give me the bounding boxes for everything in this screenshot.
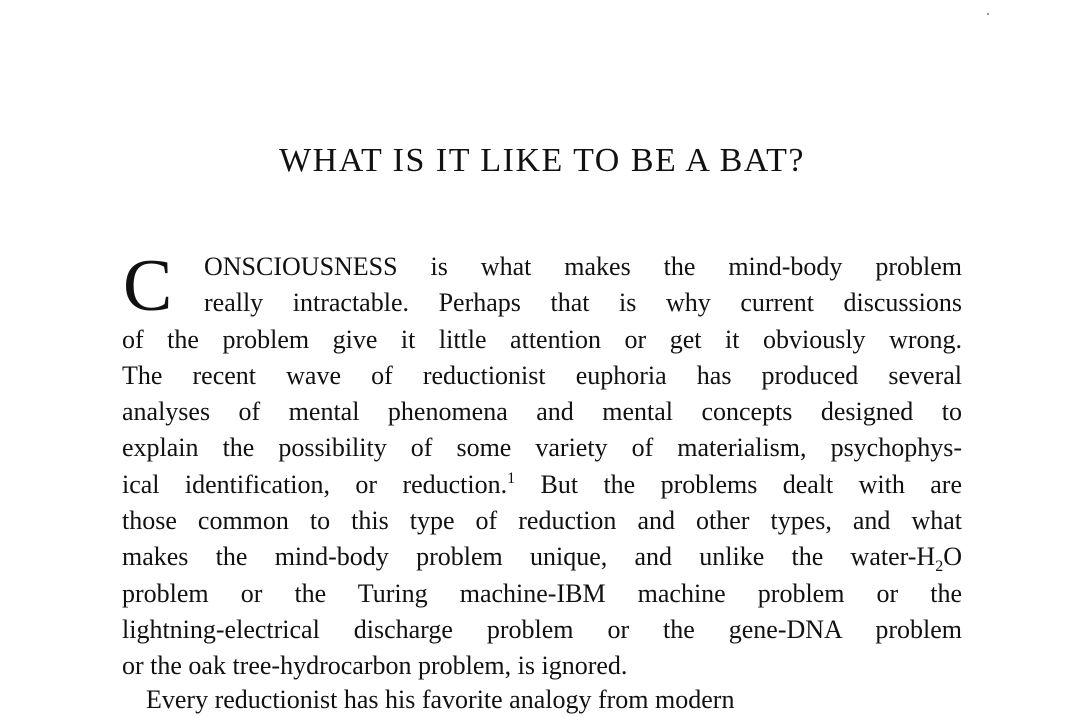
text-line-10: problem or the Turing machine-IBM machine problem or the <box>122 578 962 608</box>
footnote-marker: 1 <box>507 469 516 487</box>
article-title: WHAT IS IT LIKE TO BE A BAT? <box>279 142 805 179</box>
text-line-4: The recent wave of reductionist euphoria has produced several <box>122 360 962 390</box>
drop-cap: C <box>123 245 173 327</box>
text-line-7-end: But the problems dealt with are <box>515 469 962 499</box>
next-line-text: Every reductionist has his favorite analogy from modern <box>146 685 735 714</box>
text-line-8: those common to this type of reduction and other types, and what <box>122 506 962 536</box>
text-line-1: ONSCIOUSNESS is what makes the mind-body problem <box>204 252 962 281</box>
text-line-9-start: makes the mind-body problem unique, and unlike the water-H <box>122 542 936 572</box>
article-body <box>122 245 962 685</box>
text-line-6: explain the possibility of some variety of materialism, psychophys- <box>122 433 962 463</box>
text-line-3: of the problem give it little attention or get it obviously wrong. <box>122 324 962 354</box>
text-line-5: analyses of mental phenomena and mental concepts designed to <box>122 397 962 427</box>
text-line-7-start: ical identification, or reduction. <box>122 469 508 499</box>
text-line-12: or the oak tree-hydrocarbon problem, is ignored. <box>122 651 628 681</box>
subscript-two: 2 <box>935 558 944 576</box>
text-line-9-end: O <box>943 542 962 572</box>
text-line-11: lightning-electrical discharge problem or the gene-DNA problem <box>122 614 962 644</box>
text-line-7 <box>122 467 962 503</box>
text-line-9 <box>122 539 962 575</box>
scan-speck <box>987 13 989 15</box>
next-paragraph-partial <box>122 684 962 714</box>
text-line-2: really intractable. Perhaps that is why current discussions <box>204 288 962 318</box>
